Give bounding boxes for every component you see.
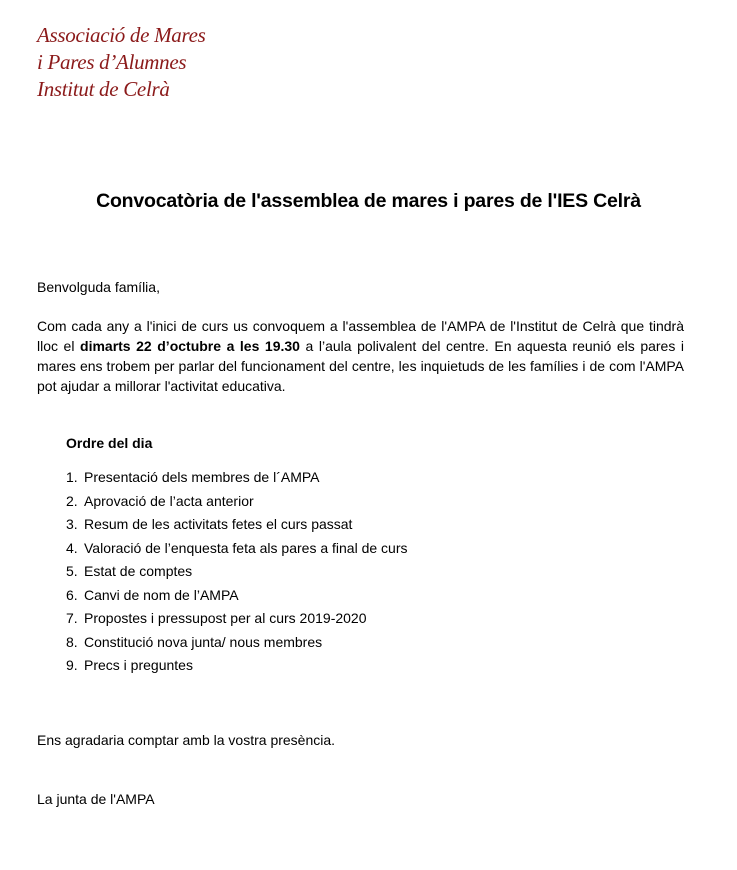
agenda-title: Ordre del dia: [66, 435, 153, 451]
agenda-list: [66, 466, 408, 678]
agenda-item-text: Estat de comptes: [84, 563, 193, 579]
agenda-item-text: Valoració de l’enquesta feta als pares a final de curs: [84, 539, 408, 556]
agenda-item: [66, 537, 408, 561]
intro-text-1: Com cada any a l'inici de curs us convoquem a l'assemblea de l'AMPA de l'Institut de Celrà que tindrà lloc el: [37, 318, 684, 354]
agenda-item-number: 3.: [66, 516, 78, 532]
agenda-item-text: Presentació dels membres de l´AMPA: [84, 469, 320, 485]
agenda-item: [66, 654, 408, 678]
meeting-date: dimarts 22 d’octubre a les 19.30: [80, 338, 300, 354]
agenda-item-number: 8.: [66, 633, 78, 650]
agenda-item-text: Aprovació de l’acta anterior: [84, 492, 254, 509]
agenda-item: [66, 466, 408, 490]
document-title: Convocatòria de l'assemblea de mares i pares de l'IES Celrà: [96, 190, 641, 212]
agenda-item-text: Precs i preguntes: [84, 657, 193, 673]
intro-paragraph: [37, 316, 684, 396]
letterhead-line-3: Institut de Celrà: [37, 77, 170, 101]
agenda-item: [66, 490, 408, 514]
agenda-item: [66, 560, 408, 584]
agenda-item: [66, 584, 408, 608]
agenda-item-number: 5.: [66, 563, 78, 579]
agenda-item-number: 2.: [66, 492, 78, 509]
agenda-item: [66, 513, 408, 537]
agenda-item-text: Propostes i pressupost per al curs 2019-2020: [84, 610, 367, 626]
signature: La junta de l'AMPA: [37, 791, 155, 807]
agenda-item-text: Resum de les activitats fetes el curs passat: [84, 516, 353, 532]
letterhead-line-2: i Pares d’Alumnes: [37, 50, 187, 74]
letterhead-line-1: Associació de Mares: [37, 23, 206, 47]
agenda-item-text: Canvi de nom de l’AMPA: [84, 586, 239, 603]
agenda-item: [66, 607, 408, 631]
agenda-item-number: 7.: [66, 610, 78, 626]
agenda-item-text: Constitució nova junta/ nous membres: [84, 633, 323, 650]
intro-text-2: a l’aula polivalent del centre. En aquesta reunió els pares i mares ens trobem per parlar del funcionament del centre, les inquietuds de les famílies i de com l'AMPA pot ajudar a millorar l'activitat educativa.: [37, 338, 685, 394]
agenda-item: [66, 631, 408, 655]
greeting: Benvolguda família,: [37, 279, 160, 295]
agenda-item-number: 6.: [66, 586, 78, 603]
closing-sentence: Ens agradaria comptar amb la vostra presència.: [37, 732, 336, 748]
letterhead: [37, 22, 205, 103]
agenda-item-number: 1.: [66, 469, 78, 485]
agenda-item-number: 9.: [66, 657, 78, 673]
agenda-item-number: 4.: [66, 539, 78, 556]
